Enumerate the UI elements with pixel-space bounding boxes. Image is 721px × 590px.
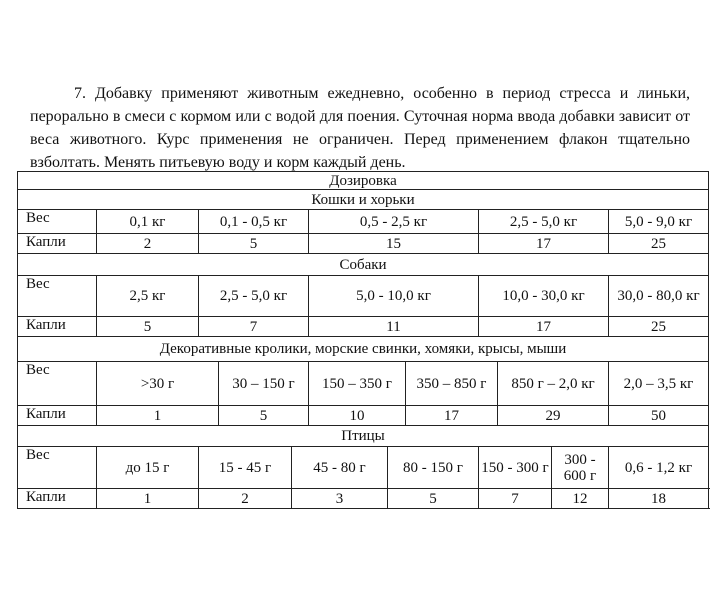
- drops-label: Капли: [18, 406, 97, 426]
- section-dogs-header: Собаки: [18, 254, 709, 276]
- weight-cell: 150 - 300 г: [479, 447, 552, 489]
- weight-cell: 850 г – 2,0 кг: [498, 362, 609, 406]
- instruction-paragraph: 7. Добавку применяют животным ежедневно, особенно в период стресса и линьки, перорально в смеси с кормом или с водой для поения. Суточная норма ввода добавки зависит от веса животного. Курс применения не ограничен. Перед применением флакон тщательно взболтать. Менять питьевую воду и корм каждый день.: [30, 85, 690, 171]
- drops-cell: 12: [552, 489, 609, 509]
- dosage-table: [17, 171, 708, 509]
- weight-cell: 45 - 80 г: [292, 447, 388, 489]
- weight-cell: >30 г: [97, 362, 219, 406]
- drops-cell: 3: [292, 489, 388, 509]
- drops-cell: 17: [479, 234, 609, 254]
- drops-label: Капли: [18, 489, 97, 509]
- weight-label: Вес: [18, 447, 97, 489]
- drops-cell: 7: [479, 489, 552, 509]
- weight-cell: 2,5 - 5,0 кг: [479, 210, 609, 234]
- table-title: Дозировка: [18, 172, 709, 190]
- weight-cell: 350 – 850 г: [406, 362, 498, 406]
- drops-cell: 17: [406, 406, 498, 426]
- weight-cell: 150 – 350 г: [309, 362, 406, 406]
- weight-label: Вес: [18, 362, 97, 406]
- weight-cell: 0,1 - 0,5 кг: [199, 210, 309, 234]
- weight-cell: 80 - 150 г: [388, 447, 479, 489]
- drops-cell: 25: [609, 317, 709, 337]
- weight-cell: 10,0 - 30,0 кг: [479, 276, 609, 317]
- drops-cell: 5: [219, 406, 309, 426]
- drops-cell: 5: [97, 317, 199, 337]
- weight-cell: 5,0 - 10,0 кг: [309, 276, 479, 317]
- drops-cell: 2: [199, 489, 292, 509]
- weight-cell: до 15 г: [97, 447, 199, 489]
- drops-label: Капли: [18, 317, 97, 337]
- section-birds-header: Птицы: [18, 426, 709, 447]
- weight-cell: 2,5 - 5,0 кг: [199, 276, 309, 317]
- drops-cell: 50: [609, 406, 709, 426]
- drops-cell: 1: [97, 406, 219, 426]
- drops-cell: 25: [609, 234, 709, 254]
- drops-cell: 7: [199, 317, 309, 337]
- drops-cell: 11: [309, 317, 479, 337]
- section-cats-header: Кошки и хорьки: [18, 190, 709, 210]
- drops-cell: 10: [309, 406, 406, 426]
- weight-cell: 0,5 - 2,5 кг: [309, 210, 479, 234]
- drops-cell: 17: [479, 317, 609, 337]
- drops-cell: 5: [388, 489, 479, 509]
- weight-cell: 0,6 - 1,2 кг: [609, 447, 709, 489]
- drops-label: Капли: [18, 234, 97, 254]
- drops-cell: 1: [97, 489, 199, 509]
- weight-cell: 15 - 45 г: [199, 447, 292, 489]
- weight-label: Вес: [18, 210, 97, 234]
- section-rodents-header: Декоративные кролики, морские свинки, хомяки, крысы, мыши: [18, 337, 709, 362]
- drops-cell: 18: [609, 489, 709, 509]
- weight-cell: 30,0 - 80,0 кг: [609, 276, 709, 317]
- weight-label: Вес: [18, 276, 97, 317]
- drops-cell: 2: [97, 234, 199, 254]
- weight-cell: 2,0 – 3,5 кг: [609, 362, 709, 406]
- weight-cell: 300 - 600 г: [552, 447, 609, 489]
- weight-cell: 5,0 - 9,0 кг: [609, 210, 709, 234]
- weight-cell: 0,1 кг: [97, 210, 199, 234]
- weight-cell: 30 – 150 г: [219, 362, 309, 406]
- weight-cell: 2,5 кг: [97, 276, 199, 317]
- drops-cell: 29: [498, 406, 609, 426]
- drops-cell: 5: [199, 234, 309, 254]
- drops-cell: 15: [309, 234, 479, 254]
